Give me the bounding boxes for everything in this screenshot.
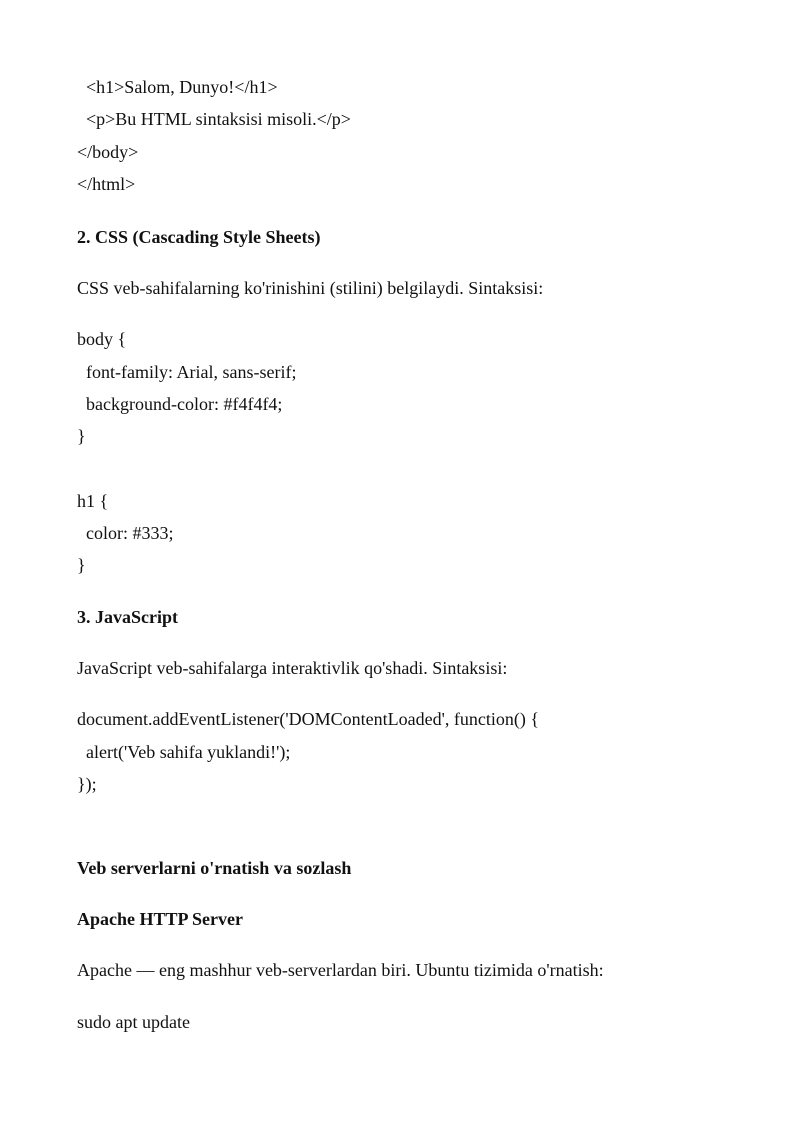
apache-description: Apache — eng mashhur veb-serverlardan biri. Ubuntu tizimida o'rnatish: (77, 960, 604, 980)
html-code-h1-line: <h1>Salom, Dunyo!</h1> (86, 77, 278, 97)
html-code-body-close: </body> (77, 142, 139, 162)
js-code-line-1: document.addEventListener('DOMContentLoaded', function() { (77, 709, 539, 729)
js-section-heading: 3. JavaScript (77, 607, 178, 627)
js-section-description: JavaScript veb-sahifalarga interaktivlik qo'shadi. Sintaksisi: (77, 658, 508, 678)
css-code-h1-close: } (77, 555, 86, 575)
server-section-heading: Veb serverlarni o'rnatish va sozlash (77, 858, 352, 878)
html-code-html-close: </html> (77, 174, 136, 194)
css-code-color: color: #333; (86, 523, 174, 543)
css-code-h1-open: h1 { (77, 491, 109, 511)
html-code-p-line: <p>Bu HTML sintaksisi misoli.</p> (86, 109, 351, 129)
js-code-line-3: }); (77, 774, 97, 794)
css-section-description: CSS veb-sahifalarning ko'rinishini (stilini) belgilaydi. Sintaksisi: (77, 278, 544, 298)
css-code-background-color: background-color: #f4f4f4; (86, 394, 283, 414)
css-code-font-family: font-family: Arial, sans-serif; (86, 362, 297, 382)
css-code-body-close: } (77, 426, 86, 446)
apache-subheading: Apache HTTP Server (77, 909, 243, 929)
apache-install-command: sudo apt update (77, 1012, 190, 1032)
js-code-line-2: alert('Veb sahifa yuklandi!'); (86, 742, 291, 762)
css-section-heading: 2. CSS (Cascading Style Sheets) (77, 227, 321, 247)
css-code-body-open: body { (77, 329, 127, 349)
